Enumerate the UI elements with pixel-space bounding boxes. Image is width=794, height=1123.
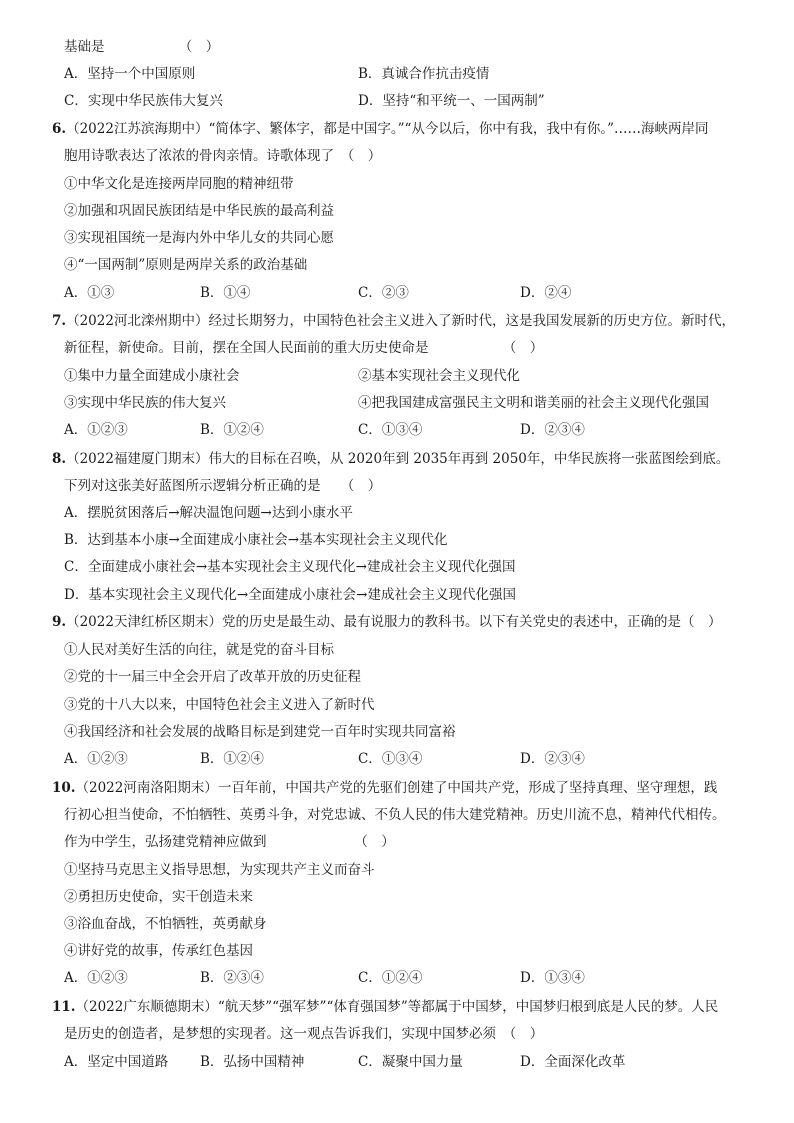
q9-option-a: A．①②③ <box>64 751 128 767</box>
q6-option-c: C．②③ <box>358 285 409 301</box>
q10-number: 10. <box>52 780 76 796</box>
q6-line2: 胞用诗歌表达了浓浓的骨肉亲情。诗歌体现了 （ ） <box>64 148 382 164</box>
q5-option-d: D．坚持“和平统一、一国两制” <box>358 93 545 109</box>
q10-option-d: D．①③④ <box>520 970 585 986</box>
q11-line1: （2022广东顺德期末）“航天梦”“强军梦”“体育强国梦”等都属于中国梦，中国梦归根到底是人民的梦。人民 <box>75 999 719 1015</box>
q7-stem <box>52 312 735 330</box>
q8-option-b: B．达到基本小康→全面建成小康社会→基本实现社会主义现代化 <box>64 532 448 548</box>
q7-option-a: A．①②③ <box>64 422 128 438</box>
q10-option-a: A．①②③ <box>64 970 128 986</box>
q10-statement-3: ③浴血奋战，不怕牺牲，英勇献身 <box>64 916 267 932</box>
q9-statement-2: ②党的十一届三中全会开启了改革开放的历史征程 <box>64 669 361 685</box>
q9-stem <box>52 613 721 631</box>
q5-option-c: C．实现中华民族伟大复兴 <box>64 93 223 109</box>
q6-stem <box>52 120 709 138</box>
q5-option-a: A．坚持一个中国原则 <box>64 66 196 82</box>
q11-option-d: D．全面深化改革 <box>520 1054 626 1070</box>
q10-option-c: C．①②④ <box>358 970 423 986</box>
q8-option-d: D．基本实现社会主义现代化→全面建成小康社会→建成社会主义现代化强国 <box>64 587 516 603</box>
q7-option-d: D．②③④ <box>520 422 585 438</box>
q10-line2: 行初心担当使命，不怕牺牲、英勇斗争，对党忠诚、不负人民的伟大建党精神。历史川流不息，精神代代相传。 <box>64 807 726 823</box>
q5-option-b: B．真诚合作抗击疫情 <box>358 66 490 82</box>
q10-statement-2: ②勇担历史使命，实干创造未来 <box>64 889 253 905</box>
q10-statement-4: ④讲好党的故事，传承红色基因 <box>64 943 253 959</box>
q8-option-a: A．摆脱贫困落后→解决温饱问题→达到小康水平 <box>64 505 353 521</box>
q6-line1: （2022江苏滨海期中）“简体字、繁体字，都是中国字。”“从今以后，你中有我，我中有你。”……海峡两岸同 <box>66 121 709 137</box>
q11-option-b: B．弘扬中国精神 <box>200 1054 305 1070</box>
q7-statement-4: ④把我国建成富强民主文明和谐美丽的社会主义现代化强国 <box>358 395 709 411</box>
q7-line2: 新征程，新使命。目前，摆在全国人民面前的重大历史使命是 （ ） <box>64 340 544 356</box>
q10-statement-1: ①坚持马克思主义指导思想，为实现共产主义而奋斗 <box>64 862 375 878</box>
q8-number: 8. <box>52 451 67 467</box>
q8-stem <box>52 450 729 468</box>
q7-option-b: B．①②④ <box>200 422 264 438</box>
q9-statement-3: ③党的十八大以来，中国特色社会主义进入了新时代 <box>64 697 375 713</box>
q8-line2: 下列对这张美好蓝图所示逻辑分析正确的是 （ ） <box>64 478 382 494</box>
q9-option-b: B．①②④ <box>200 751 264 767</box>
q9-number: 9. <box>52 614 67 630</box>
q7-statement-3: ③实现中华民族的伟大复兴 <box>64 395 226 411</box>
q7-statement-1: ①集中力量全面建成小康社会 <box>64 368 240 384</box>
q9-statement-1: ①人民对美好生活的向往，就是党的奋斗目标 <box>64 642 334 658</box>
q5-stem-tail: 基础是 （ ） <box>64 39 220 55</box>
q8-line1: （2022福建厦门期末）伟大的目标在召唤，从 2020年到 2035年再到 2050年，中华民族将一张蓝图绘到底。 <box>66 451 730 467</box>
q10-line1: （2022河南洛阳期末）一百年前，中国共产党的先驱们创建了中国共产党，形成了坚持真理、坚守理想，践 <box>75 780 718 796</box>
q9-statement-4: ④我国经济和社会发展的战略目标是到建党一百年时实现共同富裕 <box>64 724 456 740</box>
q6-statement-1: ①中华文化是连接两岸同胞的精神纽带 <box>64 176 294 192</box>
q7-option-c: C．①③④ <box>358 422 423 438</box>
q8-option-c: C．全面建成小康社会→基本实现社会主义现代化→建成社会主义现代化强国 <box>64 559 516 575</box>
q7-statement-2: ②基本实现社会主义现代化 <box>358 368 520 384</box>
q10-line3: 作为中学生，弘扬建党精神应做到 （ ） <box>64 834 395 850</box>
q6-option-d: D．②④ <box>520 285 572 301</box>
q6-statement-3: ③实现祖国统一是海内外中华儿女的共同心愿 <box>64 230 334 246</box>
q11-line2: 是历史的创造者，是梦想的实现者。这一观点告诉我们，实现中国梦必须 （ ） <box>64 1026 544 1042</box>
q11-number: 11. <box>52 999 76 1015</box>
q10-stem <box>52 779 717 797</box>
q11-option-a: A．坚定中国道路 <box>64 1054 169 1070</box>
q10-option-b: B．②③④ <box>200 970 264 986</box>
q7-number: 7. <box>52 313 67 329</box>
q11-option-c: C．凝聚中国力量 <box>358 1054 463 1070</box>
q6-statement-2: ②加强和巩固民族团结是中华民族的最高利益 <box>64 203 334 219</box>
q7-line1: （2022河北滦州期中）经过长期努力，中国特色社会主义进入了新时代，这是我国发展新的历史方位。新时代， <box>66 313 735 329</box>
q9-line1: （2022天津红桥区期末）党的历史是最生动、最有说服力的教科书。以下有关党史的表述中，正确的是（ ） <box>66 614 722 630</box>
q6-number: 6. <box>52 121 67 137</box>
q9-option-c: C．①③④ <box>358 751 423 767</box>
q11-stem <box>52 998 718 1016</box>
q6-option-b: B．①④ <box>200 285 251 301</box>
q9-option-d: D．②③④ <box>520 751 585 767</box>
q6-option-a: A．①③ <box>64 285 115 301</box>
q6-statement-4: ④“一国两制”原则是两岸关系的政治基础 <box>64 257 308 273</box>
